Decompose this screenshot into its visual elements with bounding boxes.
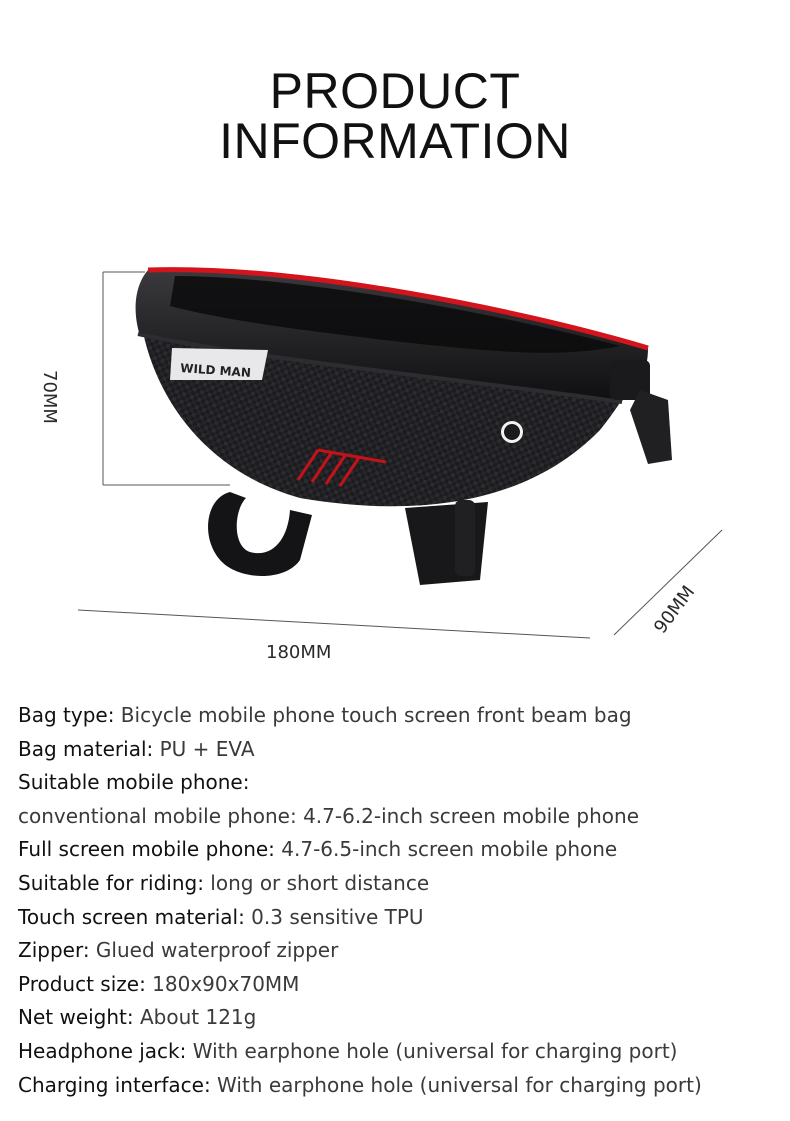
- spec-key: Zipper:: [18, 938, 90, 963]
- mount-straps: [208, 492, 488, 585]
- zipper-pull: [610, 360, 672, 464]
- brand-label: WILD MAN: [179, 361, 252, 380]
- strap-right-band: [455, 500, 475, 576]
- strap-left: [208, 492, 312, 576]
- length-dimension-label: 180MM: [266, 642, 332, 663]
- spec-value: Glued waterproof zipper: [89, 938, 339, 963]
- spec-value: PU + EVA: [153, 736, 255, 761]
- strap-right: [405, 502, 488, 585]
- length-guide: [78, 610, 590, 638]
- spec-row: [18, 934, 788, 968]
- spec-value: 0.3 sensitive TPU: [244, 904, 424, 929]
- spec-row: [18, 867, 788, 901]
- spec-value: With earphone hole (universal for charging port): [186, 1038, 678, 1063]
- spec-value: conventional mobile phone: 4.7-6.2-inch screen mobile phone: [18, 803, 640, 828]
- spec-key: Touch screen material:: [18, 904, 245, 929]
- spec-row: [18, 1035, 788, 1069]
- page-title: [0, 63, 790, 169]
- spec-value: About 121g: [133, 1005, 257, 1030]
- spec-value: 180x90x70MM: [145, 971, 300, 996]
- spec-row: [18, 699, 788, 733]
- height-dimension-label: 70MM: [39, 370, 60, 424]
- spec-value: 4.7-6.5-inch screen mobile phone: [274, 837, 618, 862]
- spec-key: Suitable mobile phone:: [18, 770, 250, 795]
- spec-value: long or short distance: [203, 870, 430, 895]
- spec-row: [18, 766, 788, 800]
- spec-value: With earphone hole (universal for charging port): [210, 1072, 702, 1097]
- spec-key: Suitable for riding:: [18, 870, 204, 895]
- spec-key: Full screen mobile phone:: [18, 837, 275, 862]
- depth-dimension-label: 90MM: [650, 581, 700, 638]
- product-figure: [0, 240, 790, 680]
- spec-row: [18, 1001, 788, 1035]
- spec-row: [18, 901, 788, 935]
- brand-badge: [170, 348, 268, 380]
- spec-row: [18, 833, 788, 867]
- spec-list: [18, 699, 788, 1102]
- title-line-1: PRODUCT: [269, 63, 521, 119]
- logo-circle-icon: [501, 421, 523, 443]
- spec-row: [18, 800, 788, 834]
- spec-row: [18, 1069, 788, 1103]
- spec-value: Bicycle mobile phone touch screen front beam bag: [114, 703, 632, 727]
- spec-row: [18, 733, 788, 767]
- spec-key: Bag type:: [18, 703, 115, 727]
- spec-key: Bag material:: [18, 736, 154, 761]
- title-line-2: INFORMATION: [219, 113, 571, 169]
- spec-row: [18, 968, 788, 1002]
- spec-key: Charging interface:: [18, 1072, 211, 1097]
- spec-key: Net weight:: [18, 1005, 134, 1030]
- spec-key: Product size:: [18, 971, 146, 996]
- spec-key: Headphone jack:: [18, 1038, 187, 1063]
